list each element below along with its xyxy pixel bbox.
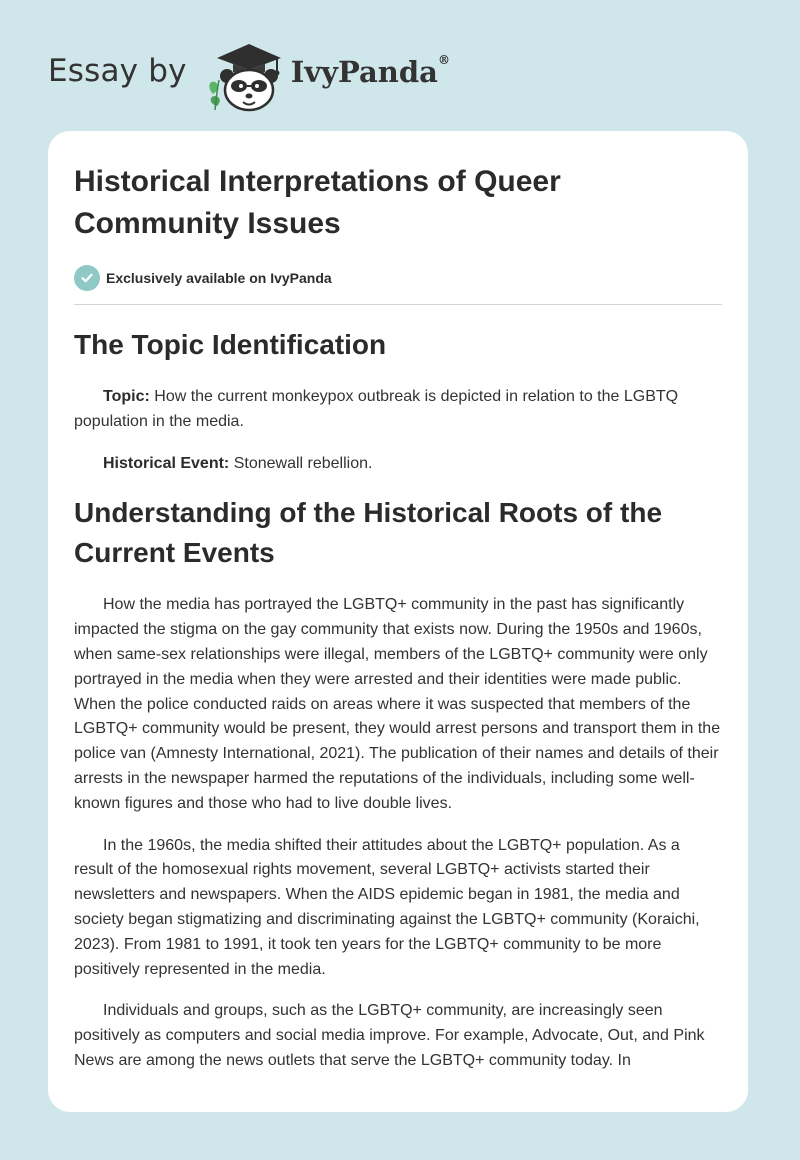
divider [74,304,722,305]
body-paragraph: In the 1960s, the media shifted their attitudes about the LGBTQ+ population. As a result of the homosexual rights movement, several LGBTQ+ activists started their newsletters and newspapers. When the AIDS epidemic began in 1981, the media and society began stigmatizing and discriminating against the LGBTQ+ community (Koraichi, 2023). From 1981 to 1991, it took ten years for the LGBTQ+ community to be more positively represented in the media. [74,836,700,978]
badge-label: Exclusively available on IvyPanda [106,270,332,286]
section-heading-topic: The Topic Identification [74,329,387,360]
exclusive-badge [74,265,722,291]
page-title: Historical Interpretations of Queer Community Issues [74,165,561,240]
topic-label: Topic: [103,388,150,405]
topic-paragraph [74,385,722,435]
article-card [48,131,748,1112]
brand-logo[interactable] [48,36,450,112]
panda-mascot-icon [203,36,287,112]
event-text: Stonewall rebellion. [229,454,373,472]
body-paragraph: How the media has portrayed the LGBTQ+ community in the past has significantly impacted the stigma on the gay community that exists now. During the 1950s and 1960s, when same-sex relationships were illegal, members of the LGBTQ+ community were only portrayed in the media when they were arrested and their identities were made public. When the police conducted raids on areas where it was suspected that members of the LGBTQ+ community would be present, they would arrest persons and transport them in the police van (Amnesty International, 2021). The publication of their names and details of their arrests in the newspaper harmed the reputations of the individuals, including some well-known figures and those who had to live double lives. [74,596,721,812]
body-paragraph: Individuals and groups, such as the LGBTQ+ community, are increasingly seen positively as computers and social media improve. For example, Advocate, Out, and Pink News are among the news outlets that serve the LGBTQ+ community today. In [74,1002,705,1069]
section-heading-roots: Understanding of the Historical Roots of the Current Events [74,497,663,569]
brand-prefix: Essay by [48,53,187,89]
check-circle-icon [74,265,100,291]
event-label: Historical Event: [103,454,230,472]
event-paragraph [74,452,722,477]
brand-name: IvyPanda® [290,53,450,89]
registered-mark: ® [437,53,450,67]
topic-text: How the current monkeypox outbreak is depicted in relation to the LGBTQ population in the media. [74,388,679,430]
